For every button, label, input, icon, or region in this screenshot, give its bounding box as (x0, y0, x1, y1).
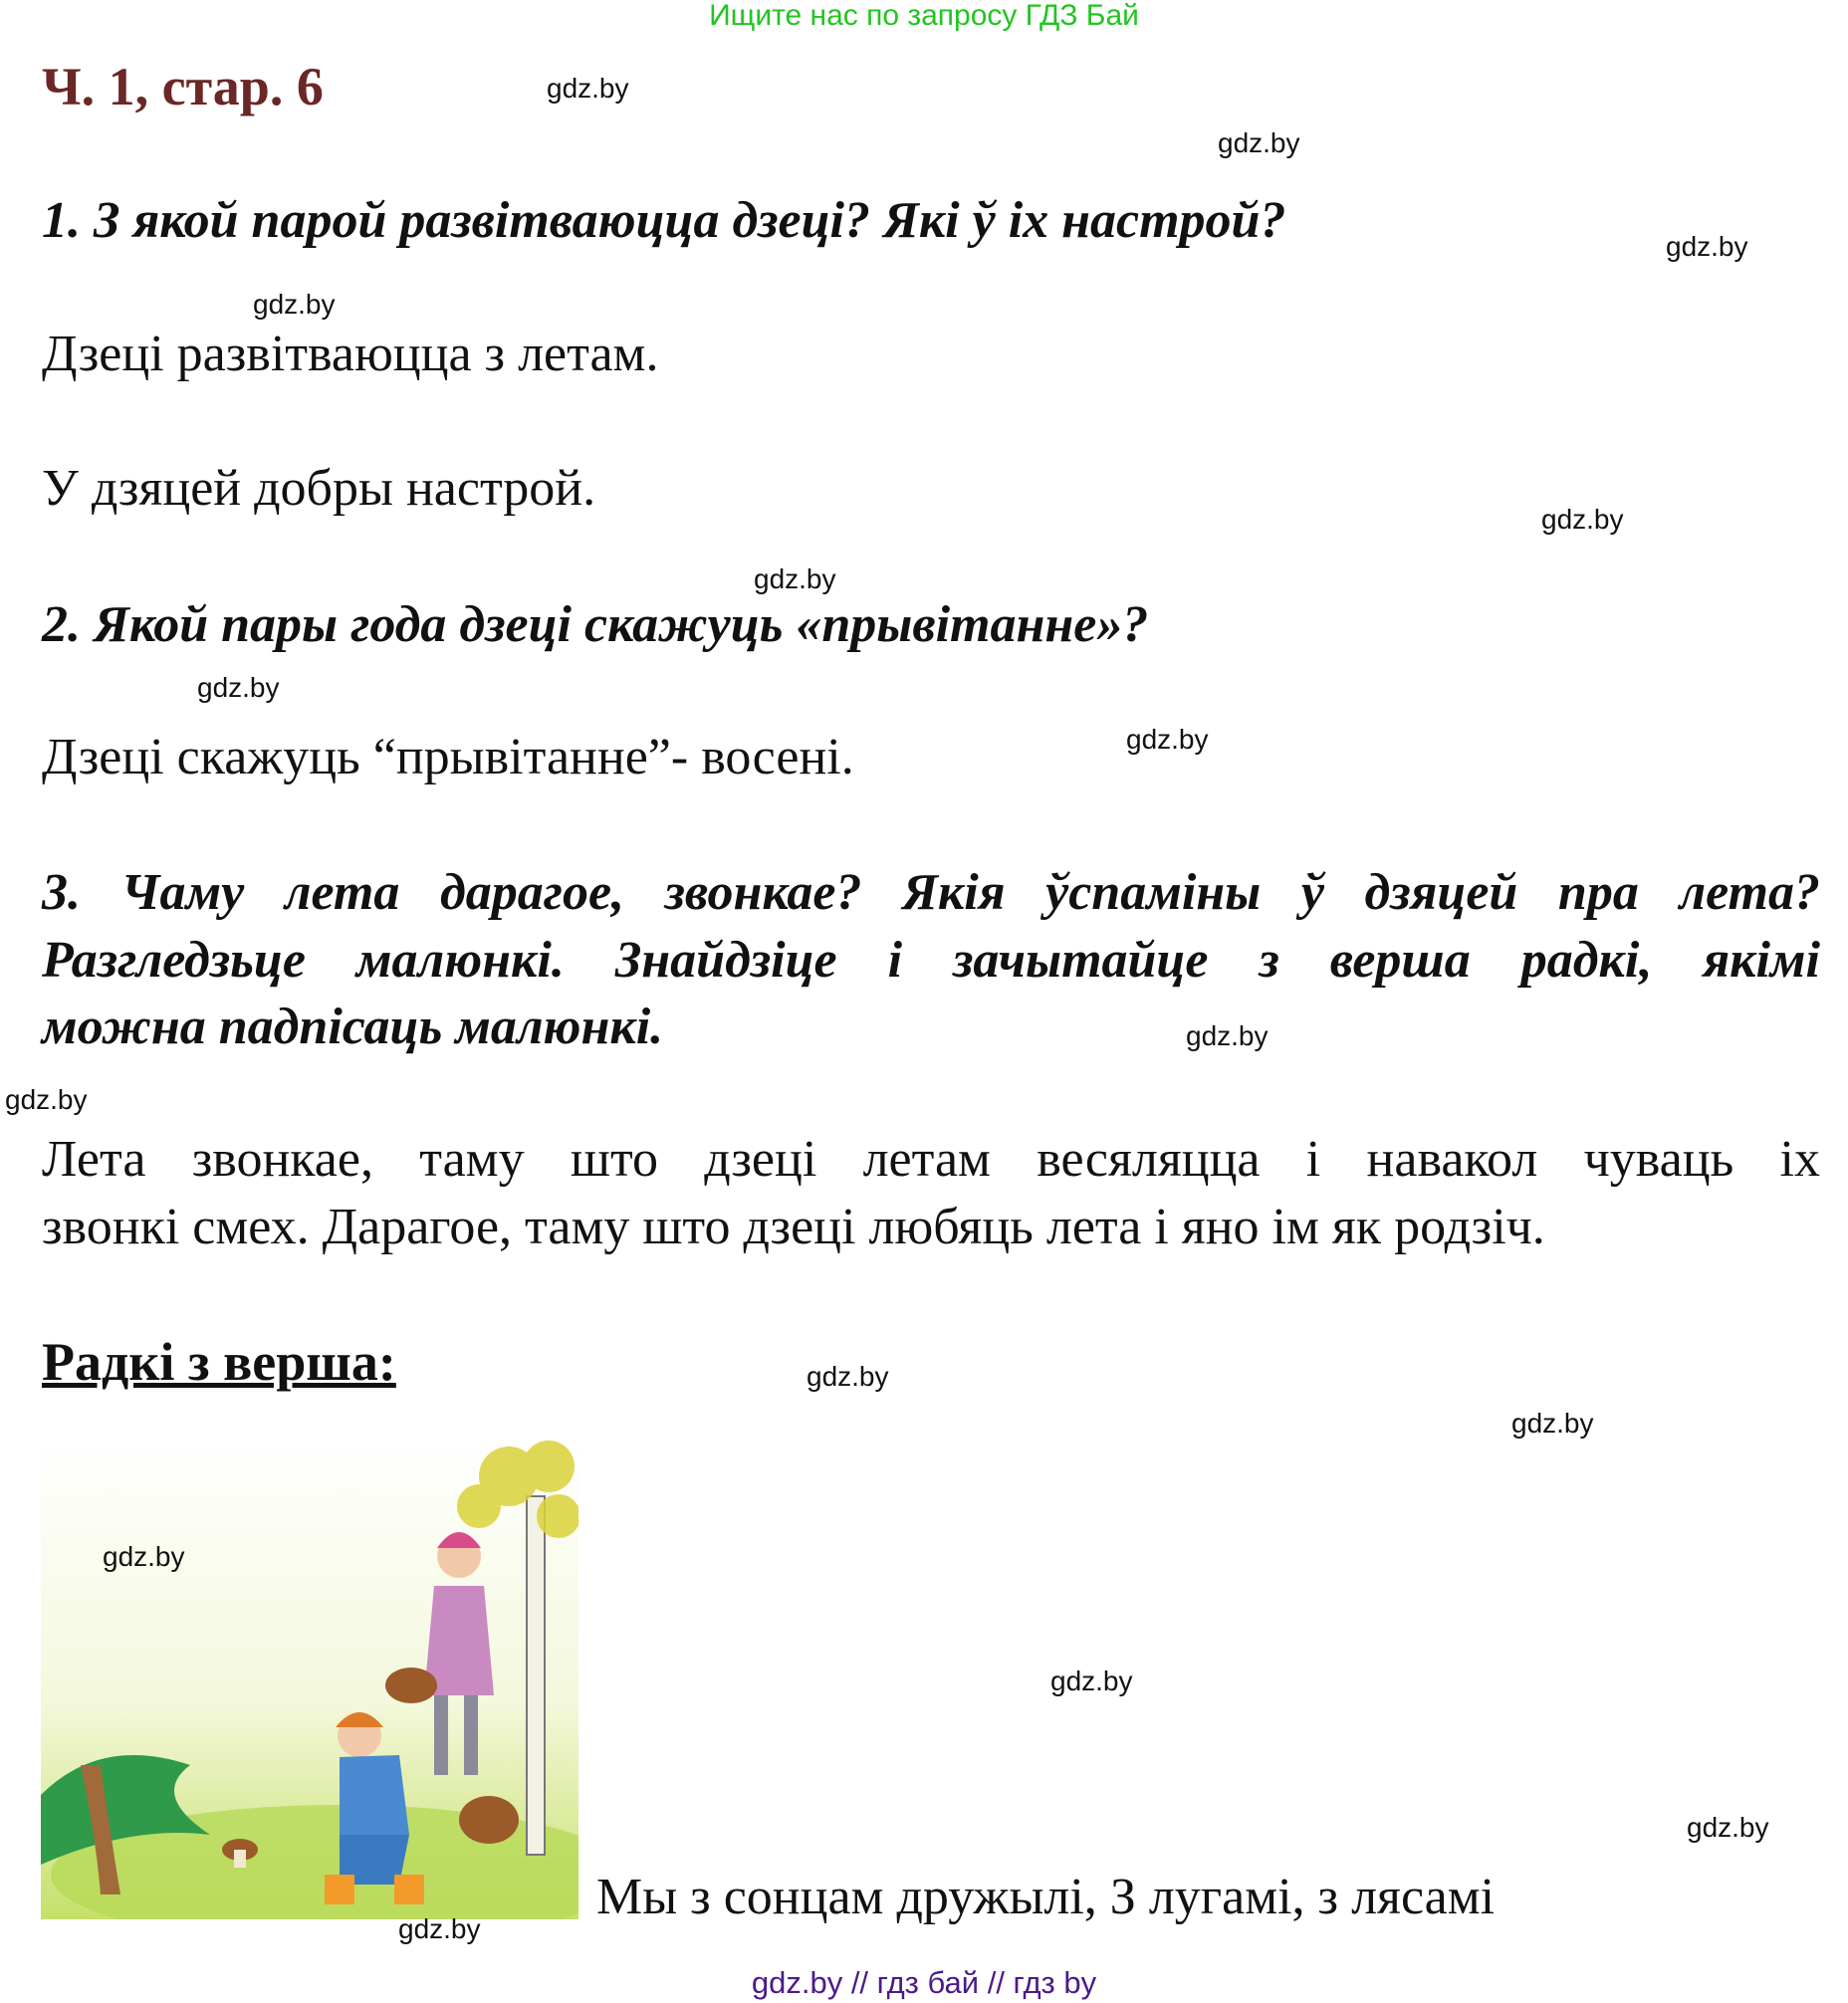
answer-2: Дзеці скажуць “прывітанне”- восені. (42, 729, 854, 785)
watermark: gdz.by (1050, 1666, 1133, 1696)
watermark: gdz.by (547, 73, 629, 104)
page-title: Ч. 1, стар. 6 (42, 57, 324, 116)
autumn-illustration (41, 1437, 578, 1919)
answer-3-line-2: звонкі смех. Дарагое, таму што дзеці любяць лета і яно ім як родзіч. (42, 1199, 1545, 1255)
question-2: 2. Якой пары года дзеці скажуць «прывітанне»? (42, 596, 1149, 653)
question-3-line-1: 3. Чаму лета дарагое, звонкае? Якія ўспаміны ў дзяцей пра лета? (42, 864, 1820, 921)
poem-line: Мы з сонцам дружылі, З лугамі, з лясамі (596, 1869, 1496, 1925)
watermark: gdz.by (1687, 1812, 1769, 1843)
question-3-line-3: можна падпісаць малюнкі. (42, 999, 664, 1055)
watermark: gdz.by (1541, 504, 1624, 535)
footer-links[interactable]: gdz.by // гдз бай // гдз by (751, 1965, 1097, 2000)
watermark: gdz.by (807, 1361, 889, 1392)
watermark: gdz.by (5, 1084, 88, 1115)
watermark: gdz.by (197, 672, 280, 703)
watermark: gdz.by (1511, 1408, 1594, 1439)
answer-1-line-1: Дзеці развітваюцца з летам. (42, 326, 659, 382)
poem-heading: Радкі з верша: (42, 1332, 396, 1392)
watermark: gdz.by (1666, 231, 1748, 262)
answer-3-line-1: Лета звонкае, таму што дзеці летам весяляцца і навакол чуваць іх (42, 1131, 1820, 1188)
watermark: gdz.by (1186, 1020, 1269, 1051)
watermark: gdz.by (253, 289, 336, 320)
question-1: 1. З якой парой развітваюцца дзеці? Які ў іх настрой? (42, 192, 1286, 249)
watermark: gdz.by (1218, 127, 1300, 158)
watermark: gdz.by (398, 1913, 481, 1944)
search-banner[interactable]: Ищите нас по запросу ГДЗ Бай (709, 0, 1139, 32)
answer-1-line-2: У дзяцей добры настрой. (42, 460, 596, 517)
watermark: gdz.by (754, 563, 836, 594)
question-3-line-2: Разгледзьце малюнкі. Знайдзіце і зачытайце з верша радкі, якімі (42, 932, 1820, 989)
watermark: gdz.by (103, 1541, 185, 1572)
watermark: gdz.by (1126, 724, 1209, 755)
